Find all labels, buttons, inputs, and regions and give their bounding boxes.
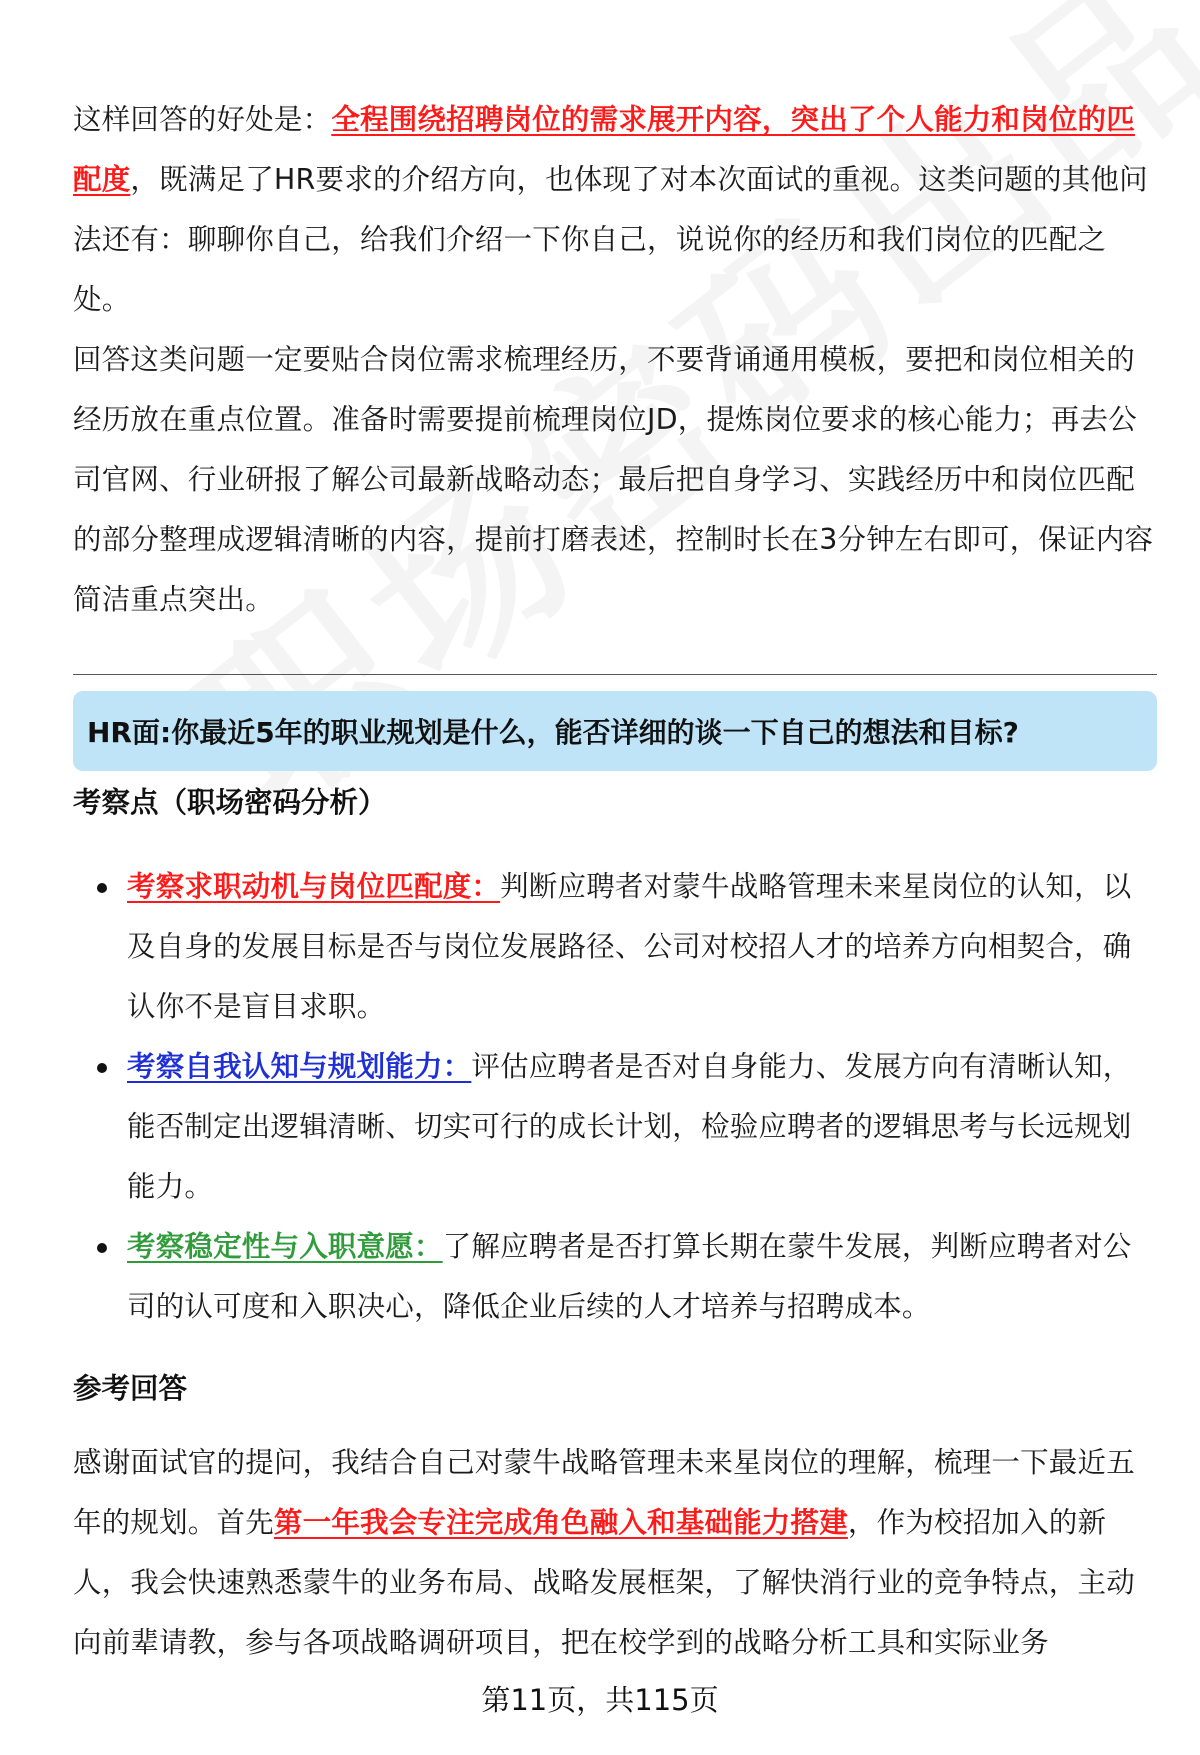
- bullet-dot: [97, 1243, 107, 1253]
- bullet-text: 了解应聘者是否打算长期在蒙牛发展，判断应聘者对公司的认可度和入职决心，降低企业后续的人才培养与招聘成本。: [127, 1230, 1132, 1323]
- bullet-text: 评估应聘者是否对自身能力、发展方向有清晰认知，能否制定出逻辑清晰、切实可行的成长计划，检验应聘者的逻辑思考与长远规划能力。: [127, 1050, 1132, 1203]
- intro-paragraph-1: [73, 90, 1155, 330]
- answer-rest: ，作为校招加入的新人，我会快速熟悉蒙牛的业务布局、战略发展框架，了解快消行业的竞争特点，主动向前辈请教，参与各项战略调研项目，把在校学到的战略分析工具和实际业务: [73, 1506, 1135, 1659]
- bullet-dot: [97, 1063, 107, 1073]
- list-item: [73, 857, 1157, 1037]
- answer-section: [73, 1433, 1155, 1673]
- bullet-label: 考察稳定性与入职意愿：: [127, 1230, 443, 1263]
- intro-prefix: 这样回答的好处是：: [73, 103, 332, 136]
- bullet-label: 考察求职动机与岗位匹配度：: [127, 870, 501, 903]
- answer-highlight: 第一年我会专注完成角色融入和基础能力搭建: [273, 1506, 848, 1539]
- intro-highlight: 全程围绕招聘岗位的需求展开内容，突出了个人能力和岗位的匹配度: [73, 103, 1135, 196]
- intro-rest: ，既满足了HR要求的介绍方向，也体现了对本次面试的重视。这类问题的其他问法还有：聊聊你自己，给我们介绍一下你自己，说说你的经历和我们岗位的匹配之处。: [73, 163, 1148, 316]
- intro-paragraph-2: 回答这类问题一定要贴合岗位需求梳理经历，不要背诵通用模板，要把和岗位相关的经历放在重点位置。准备时需要提前梳理岗位JD，提炼岗位要求的核心能力；再去公司官网、行业研报了解公司最新战略动态；最后把自身学习、实践经历中和岗位匹配的部分整理成逻辑清晰的内容，提前打磨表述，控制时长在3分钟左右即可，保证内容简洁重点突出。: [73, 343, 1154, 616]
- analysis-list: [73, 857, 1157, 1337]
- analysis-heading: 考察点（职场密码分析）: [73, 786, 387, 819]
- answer-paragraph: [73, 1433, 1155, 1673]
- page-number: 第11页，共115页: [481, 1683, 719, 1717]
- list-item: [73, 1037, 1157, 1217]
- answer-prefix: 感谢面试官的提问，我结合自己对蒙牛战略管理未来星岗位的理解，梳理一下最近五年的规划。首先: [73, 1446, 1135, 1539]
- question-text: HR面:你最近5年的职业规划是什么，能否详细的谈一下自己的想法和目标?: [87, 716, 1019, 749]
- section-divider: [73, 674, 1157, 675]
- list-item: [73, 1217, 1157, 1337]
- intro-section: [73, 90, 1155, 630]
- question-box: [73, 691, 1157, 771]
- bullet-label: 考察自我认知与规划能力：: [127, 1050, 472, 1083]
- answer-heading: 参考回答: [73, 1372, 188, 1405]
- bullet-dot: [97, 883, 107, 893]
- bullet-text: 判断应聘者对蒙牛战略管理未来星岗位的认知，以及自身的发展目标是否与岗位发展路径、公司对校招人才的培养方向相契合，确认你不是盲目求职。: [127, 870, 1132, 1023]
